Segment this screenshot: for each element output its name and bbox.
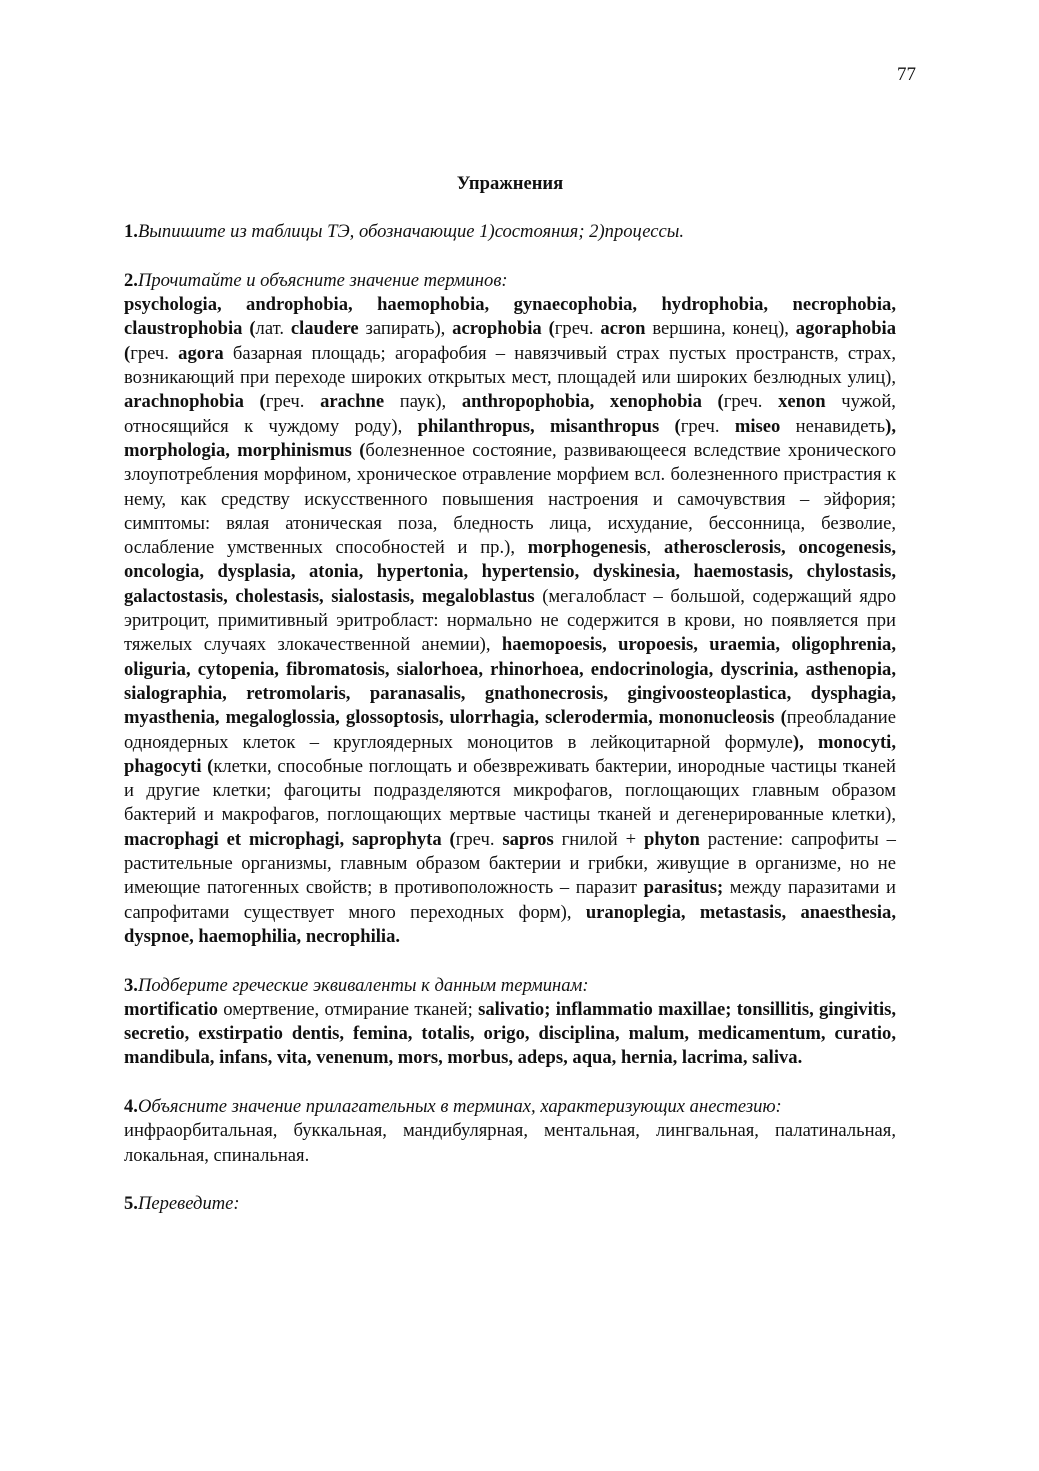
- exercise-3: [124, 974, 896, 1071]
- term-text: sapros: [502, 828, 554, 850]
- exercise-body: [124, 293, 896, 949]
- term-text: phyton: [643, 828, 700, 850]
- exercise-number: 2.: [124, 269, 138, 291]
- term-text: macrophagi et microphagi, saprophyta (: [124, 828, 456, 850]
- body-text: греч.: [554, 318, 601, 340]
- body-text: греч.: [680, 415, 735, 437]
- term-text: ), monocyti, phagocyti (: [124, 731, 896, 777]
- term-text: claudere: [290, 318, 359, 340]
- term-text: arachnophobia (: [124, 391, 266, 413]
- term-text: acrophobia (: [452, 318, 555, 340]
- body-text: вершина, конец),: [645, 318, 796, 340]
- term-text: miseo: [734, 415, 781, 437]
- term-text: morphogenesis: [527, 537, 647, 559]
- exercise-1: [124, 220, 896, 244]
- exercise-instruction: Объясните значение прилагательных в терминах, характеризующих анестезию:: [137, 1095, 782, 1117]
- body-text: греч.: [130, 342, 179, 364]
- page-content: [124, 172, 896, 1241]
- exercise-instruction: Выпишите из таблицы ТЭ, обозначающие 1)состояния; 2)процессы.: [137, 221, 685, 243]
- term-text: philanthropus, misanthropus (: [417, 415, 681, 437]
- body-text: базарная площадь; агорафобия – навязчивый страх пустых пространств, страх, возникающий при переходе широких открытых мест, площадей или широких безлюдных улиц),: [124, 342, 896, 389]
- exercise-instruction: Переведите:: [137, 1193, 240, 1215]
- exercise-number: 5.: [124, 1193, 138, 1215]
- term-text: agoraphobia (: [124, 318, 897, 364]
- term-text: anthropophobia, xenophobia (: [461, 391, 724, 413]
- body-text: греч.: [723, 391, 779, 413]
- body-text: между паразитами и сапрофитами существует много переходных форм),: [124, 877, 897, 923]
- term-text: uranoplegia, metastasis, anaesthesia, dyspnoe, haemophilia, necrophilia.: [124, 901, 896, 947]
- body-text: чужой, относящийся к чуждому роду),: [124, 391, 896, 437]
- term-text: acron: [600, 318, 646, 340]
- exercise-2: [124, 269, 896, 949]
- exercise-5: [124, 1192, 896, 1216]
- exercise-4: [124, 1095, 896, 1168]
- term-text: parasitus;: [643, 877, 724, 899]
- body-text: ненавидеть: [780, 415, 886, 437]
- body-text: запирать),: [358, 318, 453, 340]
- body-text: паук),: [384, 391, 462, 413]
- page-title: Упражнения: [456, 173, 564, 194]
- body-text: лат.: [255, 318, 291, 340]
- body-text: ,: [646, 537, 664, 559]
- body-text: преобладание одноядерных клеток – круглоядерных моноцитов в лейкоцитарной формуле: [124, 707, 896, 753]
- exercise-body: инфраорбитальная, буккальная, мандибулярная, ментальная, лингвальная, палатинальная, локальная, спинальная.: [124, 1120, 896, 1166]
- body-text: омертвение, отмирание тканей;: [217, 998, 479, 1020]
- exercise-body: [124, 998, 896, 1071]
- body-text: (мегалобласт – большой, содержащий ядро эритроцит, примитивный эритробласт: нормально не содержится в крови, но появляется при тяжелых случаях злокачественной анемии),: [124, 585, 896, 656]
- term-text: salivatio; inflammatio maxillae; tonsillitis, gingivitis, secretio, exstirpatio dentis, femina, totalis, origo, disciplina, malum, medicamentum, curatio, mandibula, infans, vita, venenum, mors, morbus, adeps, aqua, hernia, lacrima, saliva.: [124, 998, 896, 1069]
- exercise-instruction: Прочитайте и объясните значение терминов:: [137, 269, 508, 291]
- term-text: ), morphologia, morphinismus (: [124, 415, 896, 461]
- page-number: 77: [897, 64, 916, 85]
- body-text: растение: сапрофиты – растительные организмы, главным образом бактерии и грибки, живущие в организме, но не имеющие патогенных свойств; в противоположность – паразит: [124, 828, 896, 899]
- exercise-number: 3.: [124, 974, 138, 996]
- body-text: греч.: [265, 391, 321, 413]
- exercise-instruction: Подберите греческие эквиваленты к данным терминам:: [137, 974, 589, 996]
- term-text: psychologia, androphobia, haemophobia, gynaecophobia, hydrophobia, necrophobia, claustrophobia (: [124, 294, 896, 340]
- body-text: греч.: [455, 828, 503, 850]
- exercise-number: 1.: [124, 221, 138, 243]
- exercise-number: 4.: [124, 1095, 138, 1117]
- term-text: atherosclerosis, oncogenesis, oncologia, dysplasia, atonia, hypertonia, hypertensio, dyskinesia, haemostasis, chylostasis, galactostasis, cholestasis, sialostasis, megaloblastus: [124, 537, 897, 607]
- term-text: arachne: [320, 391, 385, 413]
- term-text: mortificatio: [124, 998, 218, 1020]
- body-text: гнилой +: [553, 828, 644, 850]
- body-text: клетки, способные поглощать и обезвреживать бактерии, инородные частицы тканей и другие клетки; фагоциты подразделяются микрофагов, поглощающих главным образом бактерий и макрофагов, поглощающих мертвые частицы тканей и дегенерированные клетки),: [124, 755, 896, 826]
- term-text: xenon: [778, 391, 826, 413]
- body-text: болезненное состояние, развивающееся вследствие хронического злоупотребления морфином, хроническое отравление морфием всл. болезненного пристрастия к нему, как средству искусственного повышения настроения и самочувствия – эйфория; симптомы: вялая атоническая поза, бледность лица, исхудание, бессонница, безволие, ослабление умственных способностей и пр.),: [124, 439, 896, 559]
- term-text: haemopoesis, uropoesis, uraemia, oligophrenia, oliguria, cytopenia, fibromatosis, sialorhoea, rhinorhoea, endocrinologia, dyscrinia, asthenopia, sialographia, retromolaris, paranasalis, gnathonecrosis, gingivoosteoplastica, dysphagia, myasthenia, megaloglossia, glossoptosis, ulorrhagia, sclerodermia, mononucleosis (: [124, 634, 896, 729]
- term-text: agora: [178, 342, 224, 364]
